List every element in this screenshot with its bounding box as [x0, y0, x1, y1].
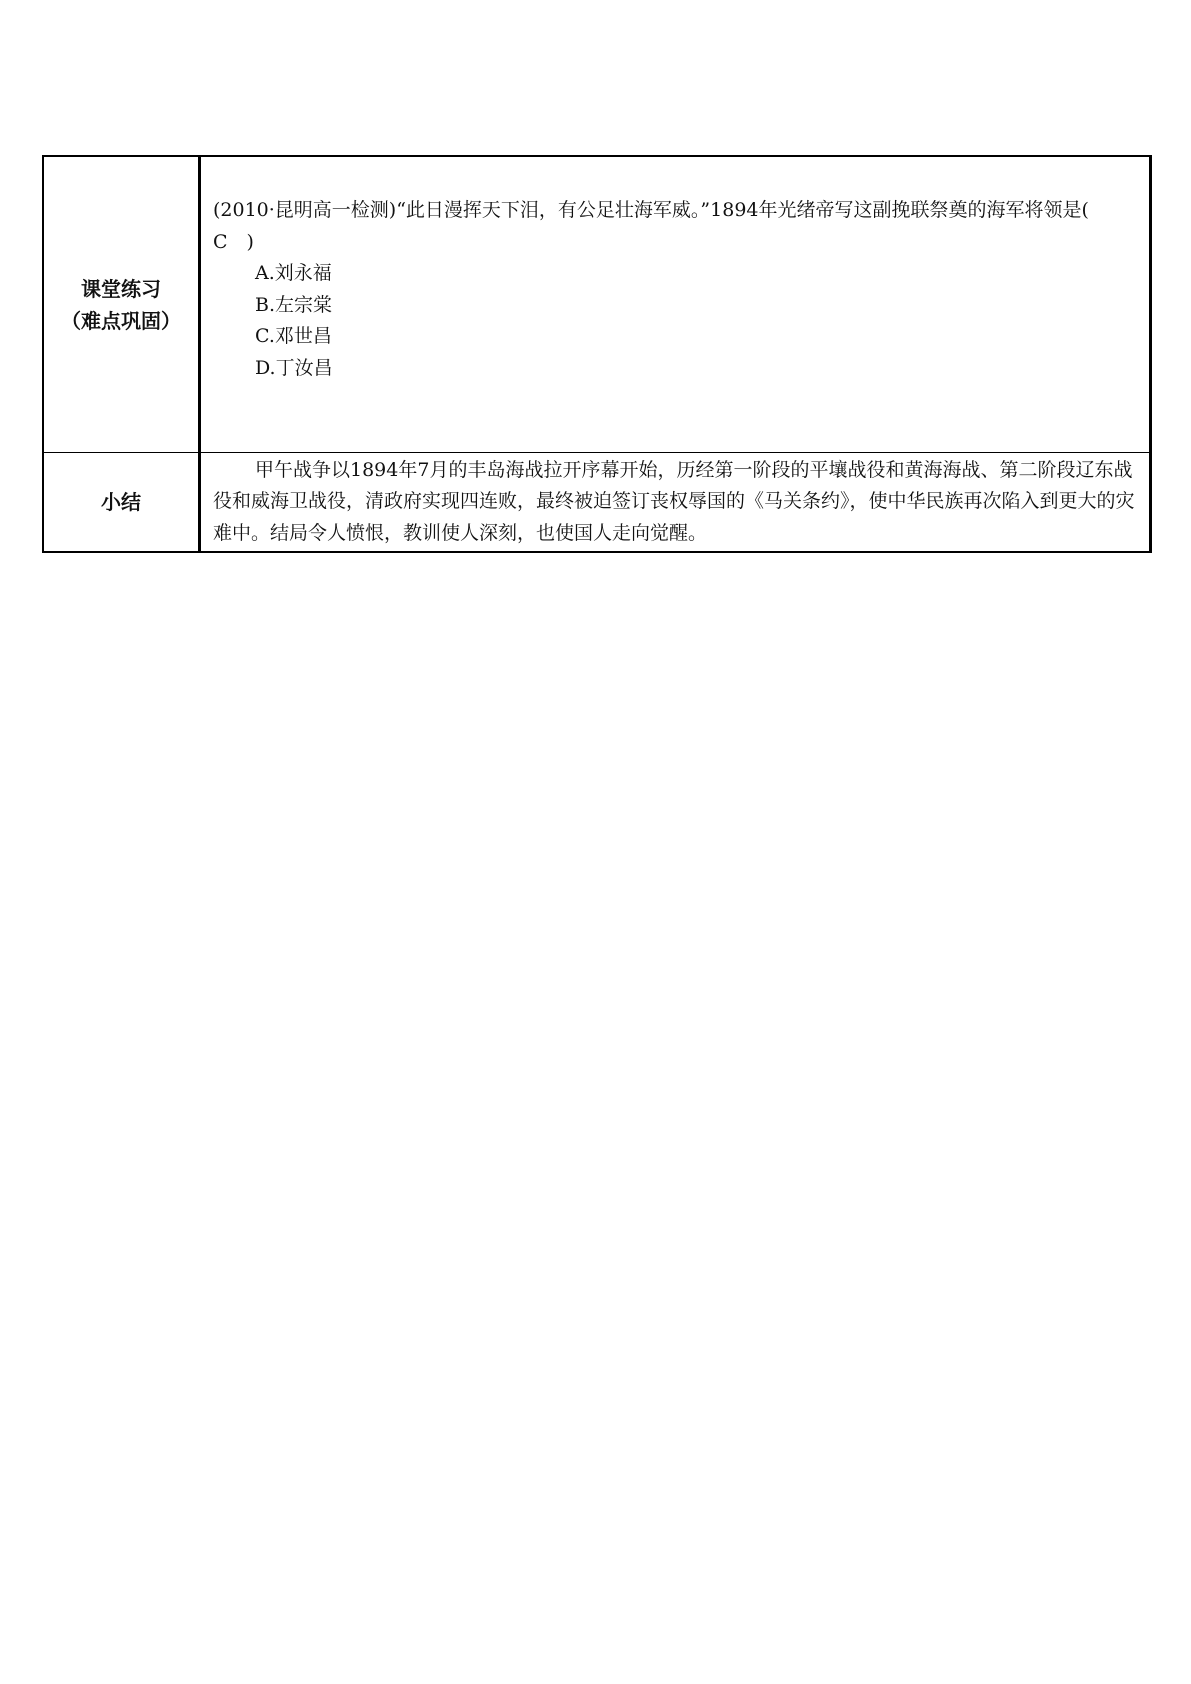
exercise-question: (2010·昆明高一检测)“此日漫挥天下泪，有公足壮海军威。”1894年光绪帝写这副挽联祭奠的海军将领是( C )	[213, 199, 1108, 253]
table-row-exercise	[43, 156, 1151, 453]
lesson-table	[42, 155, 1152, 553]
table-row-summary	[43, 453, 1151, 553]
option-c: C.邓世昌	[255, 325, 332, 347]
summary-text: 甲午战争以1894年7月的丰岛海战拉开序幕开始，历经第一阶段的平壤战役和黄海海战、第二阶段辽东战役和威海卫战役，清政府实现四连败，最终被迫签订丧权辱国的《马关条约》，使中华民族再次陷入到更大的灾难中。结局令人愤恨，教训使人深刻，也使国人走向觉醒。	[213, 458, 1135, 544]
exercise-label-cell	[43, 156, 200, 453]
summary-label-cell	[43, 453, 200, 553]
summary-label: 小结	[101, 490, 141, 514]
exercise-sublabel: （难点巩固）	[61, 308, 181, 333]
exercise-content-cell	[200, 156, 1151, 453]
exercise-label: 课堂练习	[81, 276, 161, 301]
summary-content-cell	[200, 453, 1151, 553]
option-a: A.刘永福	[255, 262, 332, 284]
option-b: B.左宗棠	[255, 293, 333, 316]
option-d: D.丁汝昌	[255, 356, 333, 379]
exercise-options	[213, 258, 1139, 384]
